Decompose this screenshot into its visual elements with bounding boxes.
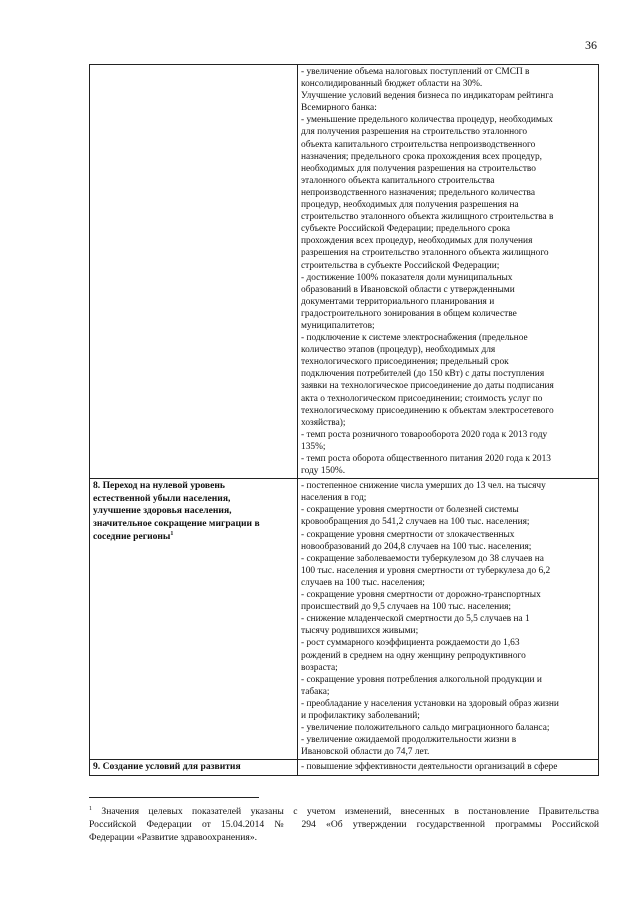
indicator-line: - достижение 100% показателя доли муниципальных bbox=[301, 272, 513, 283]
goal-heading-line: естественной убыли населения, bbox=[93, 492, 231, 504]
indicator-line: табака; bbox=[301, 686, 330, 697]
indicator-line: субъекте Российской Федерации; предельного срока bbox=[301, 224, 511, 235]
indicator-line: - увеличение ожидаемой продолжительности жизни в bbox=[301, 735, 517, 746]
indicator-line: документами территориального планирования и bbox=[301, 296, 495, 307]
indicator-line: технологическому присоединению к объектам электросетевого bbox=[301, 405, 554, 416]
indicator-line: - сокращение уровня смертности от болезней системы bbox=[301, 505, 519, 516]
goal-cell bbox=[90, 760, 298, 776]
indicator-line: разрешения на строительство эталонного объекта жилищного bbox=[301, 248, 549, 259]
indicator-line: - рост суммарного коэффициента рождаемости до 1,63 bbox=[301, 638, 520, 649]
indicator-line: строительство эталонного объекта жилищного строительства в bbox=[301, 212, 554, 223]
footnote-line bbox=[89, 803, 599, 818]
goal-cell bbox=[90, 479, 298, 760]
indicator-line: - постепенное снижение числа умерших до 13 чел. на тысячу bbox=[301, 481, 546, 492]
indicators-cell bbox=[298, 760, 599, 776]
indicator-line: - увеличение положительного сальдо миграционного баланса; bbox=[301, 723, 550, 734]
goal-heading-line: 8. Переход на нулевой уровень bbox=[93, 480, 225, 492]
indicator-line: прохождения всех процедур, необходимых для получения bbox=[301, 236, 533, 247]
table-row bbox=[90, 760, 599, 776]
indicator-line: образований в Ивановской области с утвержденными bbox=[301, 284, 515, 295]
indicator-line: - снижение младенческой смертности до 5,5 случаев на 1 bbox=[301, 614, 530, 625]
indicator-line: - преобладание у населения установки на здоровый образ жизни bbox=[301, 698, 559, 709]
indicator-line: количество этапов (процедур), необходимых для bbox=[301, 345, 496, 356]
indicator-line: рождений в среднем на одну женщину репродуктивного bbox=[301, 650, 526, 661]
footnote-line: Федерации «Развитие здравоохранения». bbox=[89, 832, 258, 844]
indicator-line: 135%; bbox=[301, 441, 326, 452]
indicator-line: Улучшение условий ведения бизнеса по индикаторам рейтинга bbox=[301, 91, 554, 102]
goal-heading-line: значительное сокращение миграции в bbox=[93, 517, 260, 529]
indicators-cell bbox=[298, 65, 599, 479]
indicator-line: муниципалитетов; bbox=[301, 320, 375, 331]
footnote bbox=[89, 803, 599, 844]
indicator-line: - сокращение уровня смертности от злокачественных bbox=[301, 529, 515, 540]
indicator-line: заявки на технологическое присоединение до даты подписания bbox=[301, 381, 554, 392]
goal-cell bbox=[90, 65, 298, 479]
indicator-line: подключения потребителей (до 150 кВт) с даты поступления bbox=[301, 369, 545, 380]
table-row bbox=[90, 479, 599, 760]
indicator-line: Ивановской области до 74,7 лет. bbox=[301, 747, 430, 758]
goals-indicators-table bbox=[89, 64, 599, 776]
table-row bbox=[90, 65, 599, 479]
indicator-line: - уменьшение предельного количества процедур, необходимых bbox=[301, 115, 553, 126]
indicator-line: консолидированный бюджет области на 30%. bbox=[301, 79, 483, 90]
indicator-line: для получения разрешения на строительство эталонного bbox=[301, 127, 528, 138]
indicator-line: случаев на 100 тыс. населения; bbox=[301, 577, 425, 588]
indicator-line: 100 тыс. населения и уровня смертности от туберкулеза до 6,2 bbox=[301, 565, 551, 576]
goal-heading bbox=[93, 480, 294, 543]
indicator-line: кровообращения до 541,2 случаев на 100 тыс. населения; bbox=[301, 517, 530, 528]
indicator-line: акта о технологическом присоединении; стоимость услуг по bbox=[301, 393, 543, 404]
goal-heading-line bbox=[93, 531, 294, 544]
footnote-divider bbox=[89, 797, 259, 798]
indicator-line: процедур, необходимых для получения разрешения на bbox=[301, 200, 519, 211]
footnote-reference[interactable]: 1 bbox=[170, 530, 174, 537]
indicator-line: хозяйства); bbox=[301, 417, 346, 428]
page-number: 36 bbox=[585, 38, 597, 52]
goal-heading-text: соседние регионы bbox=[93, 530, 171, 542]
indicator-line: происшествий до 9,5 случаев на 100 тыс. населения; bbox=[301, 602, 512, 613]
indicator-line: году 150%. bbox=[301, 466, 346, 477]
indicator-line: необходимых для получения разрешения на строительство bbox=[301, 163, 536, 174]
indicator-line: - повышение эффективности деятельности организаций в сфере bbox=[301, 762, 558, 773]
indicator-line: населения в год; bbox=[301, 493, 367, 504]
indicator-line: строительства в субъекте Российской Федерации; bbox=[301, 260, 500, 271]
indicator-line: - сокращение уровня смертности от дорожно-транспортных bbox=[301, 590, 541, 601]
goal-heading: 9. Создание условий для развития bbox=[93, 761, 241, 773]
indicator-line: возраста; bbox=[301, 662, 338, 673]
footnote-mark: 1 bbox=[89, 806, 92, 812]
indicator-line: новообразований до 204,8 случаев на 100 тыс. населения; bbox=[301, 541, 532, 552]
indicators-cell bbox=[298, 479, 599, 760]
indicator-line: Всемирного банка: bbox=[301, 103, 377, 114]
indicator-line: - темп роста оборота общественного питания 2020 года к 2013 bbox=[301, 454, 551, 464]
goal-heading-line: улучшение здоровья населения, bbox=[93, 505, 232, 517]
indicator-line: и профилактику заболеваний; bbox=[301, 710, 420, 721]
indicator-line: - темп роста розничного товарооборота 2020 года к 2013 году bbox=[301, 429, 548, 440]
indicator-line: технологического присоединения; предельный срок bbox=[301, 357, 509, 368]
indicator-line: назначения; предельного срока прохождения всех процедур, bbox=[301, 151, 542, 162]
footnote-line: Российской Федерации от 15.04.2014 № 294 «Об утверждении государственной программы Российской bbox=[89, 819, 599, 831]
indicator-line: - сокращение уровня потребления алкогольной продукции и bbox=[301, 674, 542, 685]
indicator-line: эталонного объекта капитального строительства bbox=[301, 175, 495, 186]
indicator-line: - подключение к системе электроснабжения (предельное bbox=[301, 333, 528, 344]
indicator-line: - увеличение объема налоговых поступлений от СМСП в bbox=[301, 67, 530, 77]
footnote-text: Значения целевых показателей указаны с учетом изменений, внесенных в постановление Правительства bbox=[92, 806, 599, 818]
indicator-line: тысячу родившихся живыми; bbox=[301, 626, 419, 637]
indicator-line: градостроительного зонирования в общем количестве bbox=[301, 308, 517, 319]
indicator-line: непроизводственного назначения; предельного количества bbox=[301, 187, 535, 198]
indicator-line: объекта капитального строительства непроизводственного bbox=[301, 139, 536, 150]
indicator-line: - сокращение заболеваемости туберкулезом до 38 случаев на bbox=[301, 553, 544, 564]
